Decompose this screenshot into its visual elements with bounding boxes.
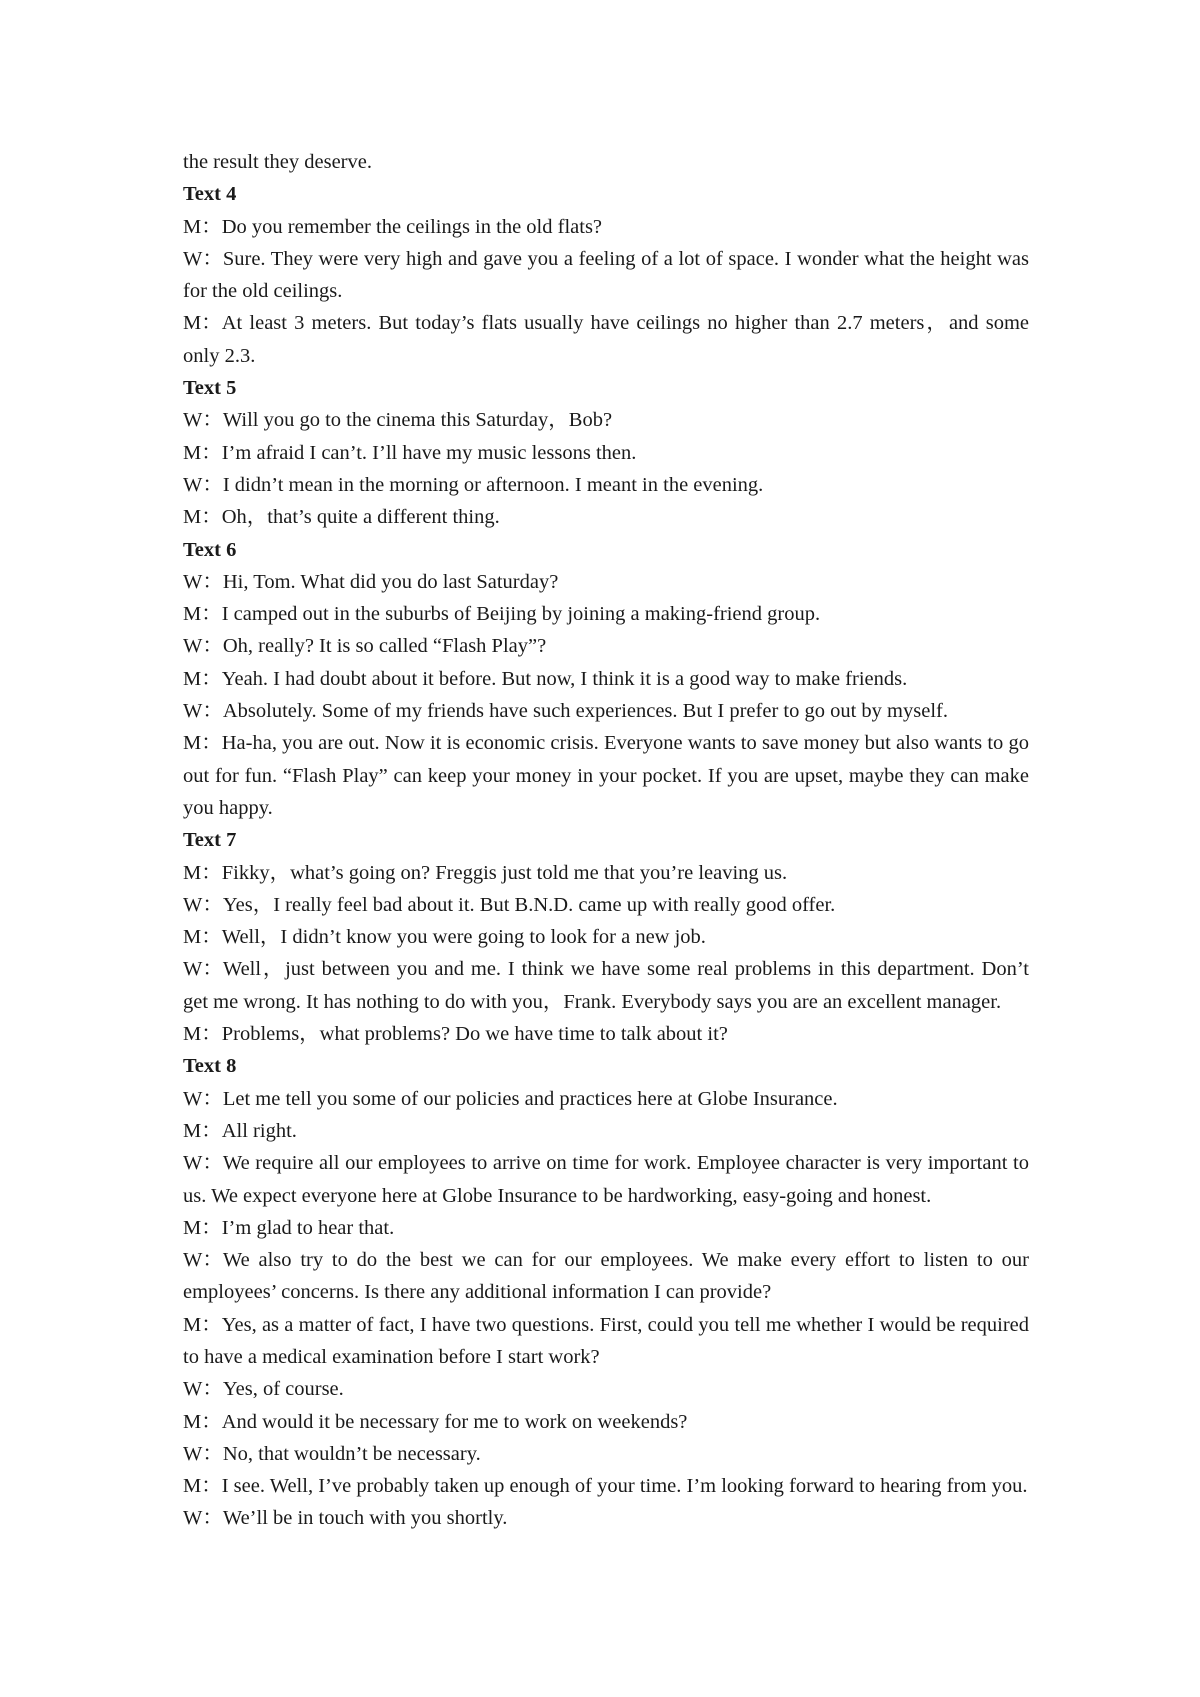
speaker-label: M： (183, 1410, 222, 1433)
dialogue-line (183, 857, 1029, 889)
dialogue-text: Yes, of course. (222, 1378, 344, 1401)
dialogue-line (183, 921, 1029, 953)
document-page (183, 146, 1029, 1535)
dialogue-line (183, 953, 1029, 1018)
speaker-label: W： (183, 1442, 223, 1465)
dialogue-text: And would it be necessary for me to work on weekends? (221, 1410, 688, 1433)
dialogue-text: Yes，I really feel bad about it. But B.N.D. came up with really good offer. (222, 893, 836, 916)
dialogue-line (183, 1373, 1029, 1405)
speaker-label: M： (183, 732, 222, 755)
section-heading: Text 5 (183, 377, 237, 400)
dialogue-text: I see. Well, I’ve probably taken up enough of your time. I’m looking forward to hearing from you. (221, 1475, 1028, 1498)
speaker-label: M： (183, 1313, 222, 1336)
speaker-label: M： (183, 215, 222, 238)
speaker-label: M： (183, 603, 222, 626)
dialogue-line (183, 404, 1029, 436)
speaker-label: M： (183, 861, 222, 884)
dialogue-line (183, 307, 1029, 372)
speaker-label: M： (183, 441, 222, 464)
dialogue-line (183, 1309, 1029, 1374)
speaker-label: W： (183, 247, 223, 270)
dialogue-line (183, 1083, 1029, 1115)
dialogue-text: All right. (221, 1119, 297, 1142)
dialogue-text: Yes, as a matter of fact, I have two questions. First, could you tell me whether I would be required to have a medical examination before I start work? (183, 1313, 1029, 1368)
speaker-label: W： (183, 958, 223, 981)
dialogue-text: Oh, really? It is so called “Flash Play”? (222, 635, 547, 658)
dialogue-text: At least 3 meters. But today’s flats usually have ceilings no higher than 2.7 meters，and some only 2.3. (183, 312, 1029, 367)
dialogue-text: Oh，that’s quite a different thing. (221, 506, 500, 529)
speaker-label: M： (183, 1475, 222, 1498)
dialogue-line (183, 1406, 1029, 1438)
dialogue-text: I didn’t mean in the morning or afternoon. I meant in the evening. (222, 473, 764, 496)
section-heading: Text 7 (183, 829, 237, 852)
speaker-label: W： (183, 570, 223, 593)
dialogue-text: Absolutely. Some of my friends have such experiences. But I prefer to go out by myself. (222, 700, 948, 723)
dialogue-text: We require all our employees to arrive on time for work. Employee character is very important to us. We expect everyone here at Globe Insurance to be hardworking, easy-going and honest. (183, 1152, 1029, 1207)
speaker-label: M： (183, 1216, 222, 1239)
speaker-label: M： (183, 1119, 222, 1142)
speaker-label: M： (183, 506, 222, 529)
dialogue-text: Yeah. I had doubt about it before. But now, I think it is a good way to make friends. (221, 667, 908, 690)
dialogue-line (183, 469, 1029, 501)
dialogue-line (183, 1018, 1029, 1050)
dialogue-text: We also try to do the best we can for our employees. We make every effort to listen to our employees’ concerns. Is there any additional information I can provide? (183, 1249, 1029, 1304)
dialogue-line (183, 1212, 1029, 1244)
dialogue-line (183, 1244, 1029, 1309)
dialogue-text: Do you remember the ceilings in the old flats? (221, 215, 603, 238)
dialogue-line (183, 566, 1029, 598)
dialogue-text: Let me tell you some of our policies and practices here at Globe Insurance. (222, 1087, 838, 1110)
dialogue-text: No, that wouldn’t be necessary. (222, 1442, 481, 1465)
speaker-label: W： (183, 700, 223, 723)
dialogue-line (183, 727, 1029, 824)
dialogue-line (183, 889, 1029, 921)
speaker-label: M： (183, 667, 222, 690)
speaker-label: M： (183, 926, 222, 949)
dialogue-text: Well，I didn’t know you were going to look for a new job. (221, 926, 706, 949)
dialogue-line (183, 1502, 1029, 1534)
dialogue-text: Fikky，what’s going on? Freggis just told me that you’re leaving us. (221, 861, 788, 884)
dialogue-line (183, 695, 1029, 727)
dialogue-line (183, 243, 1029, 308)
speaker-label: W： (183, 473, 223, 496)
speaker-label: W： (183, 1087, 223, 1110)
speaker-label: W： (183, 1152, 223, 1175)
dialogue-line (183, 663, 1029, 695)
dialogue-line (183, 598, 1029, 630)
dialogue-text: I camped out in the suburbs of Beijing by joining a making-friend group. (221, 603, 821, 626)
dialogue-text: I’m afraid I can’t. I’ll have my music lessons then. (221, 441, 637, 464)
dialogue-text: I’m glad to hear that. (221, 1216, 395, 1239)
speaker-label: W： (183, 893, 223, 916)
section-heading: Text 6 (183, 538, 237, 561)
speaker-label: M： (183, 312, 222, 335)
dialogue-text: Problems，what problems? Do we have time to talk about it? (221, 1023, 728, 1046)
speaker-label: W： (183, 1507, 223, 1530)
speaker-label: W： (183, 1378, 223, 1401)
dialogue-line (183, 501, 1029, 533)
speaker-label: W： (183, 409, 223, 432)
dialogue-text: Ha-ha, you are out. Now it is economic crisis. Everyone wants to save money but also wants to go out for fun. “Flash Play” can keep your money in your pocket. If you are upset, maybe they can make you happy. (183, 732, 1029, 819)
dialogue-line (183, 630, 1029, 662)
dialogue-text: Well，just between you and me. I think we have some real problems in this department. Don’t get me wrong. It has nothing to do with you，Frank. Everybody says you are an excellent manager. (183, 958, 1029, 1013)
dialogue-line (183, 211, 1029, 243)
paragraph-text: the result they deserve. (183, 151, 372, 173)
dialogue-text: Sure. They were very high and gave you a feeling of a lot of space. I wonder what the height was for the old ceilings. (183, 247, 1029, 303)
dialogue-text: We’ll be in touch with you shortly. (222, 1507, 508, 1530)
section-heading: Text 4 (183, 183, 237, 206)
dialogue-line (183, 1470, 1029, 1502)
speaker-label: M： (183, 1023, 222, 1046)
dialogue-line (183, 1147, 1029, 1212)
speaker-label: W： (183, 635, 223, 658)
dialogue-text: Will you go to the cinema this Saturday，Bob? (222, 409, 613, 432)
dialogue-line (183, 1115, 1029, 1147)
dialogue-line (183, 437, 1029, 469)
dialogue-text: Hi, Tom. What did you do last Saturday? (222, 570, 559, 593)
section-heading: Text 8 (183, 1055, 237, 1078)
dialogue-line (183, 1438, 1029, 1470)
speaker-label: W： (183, 1249, 223, 1272)
